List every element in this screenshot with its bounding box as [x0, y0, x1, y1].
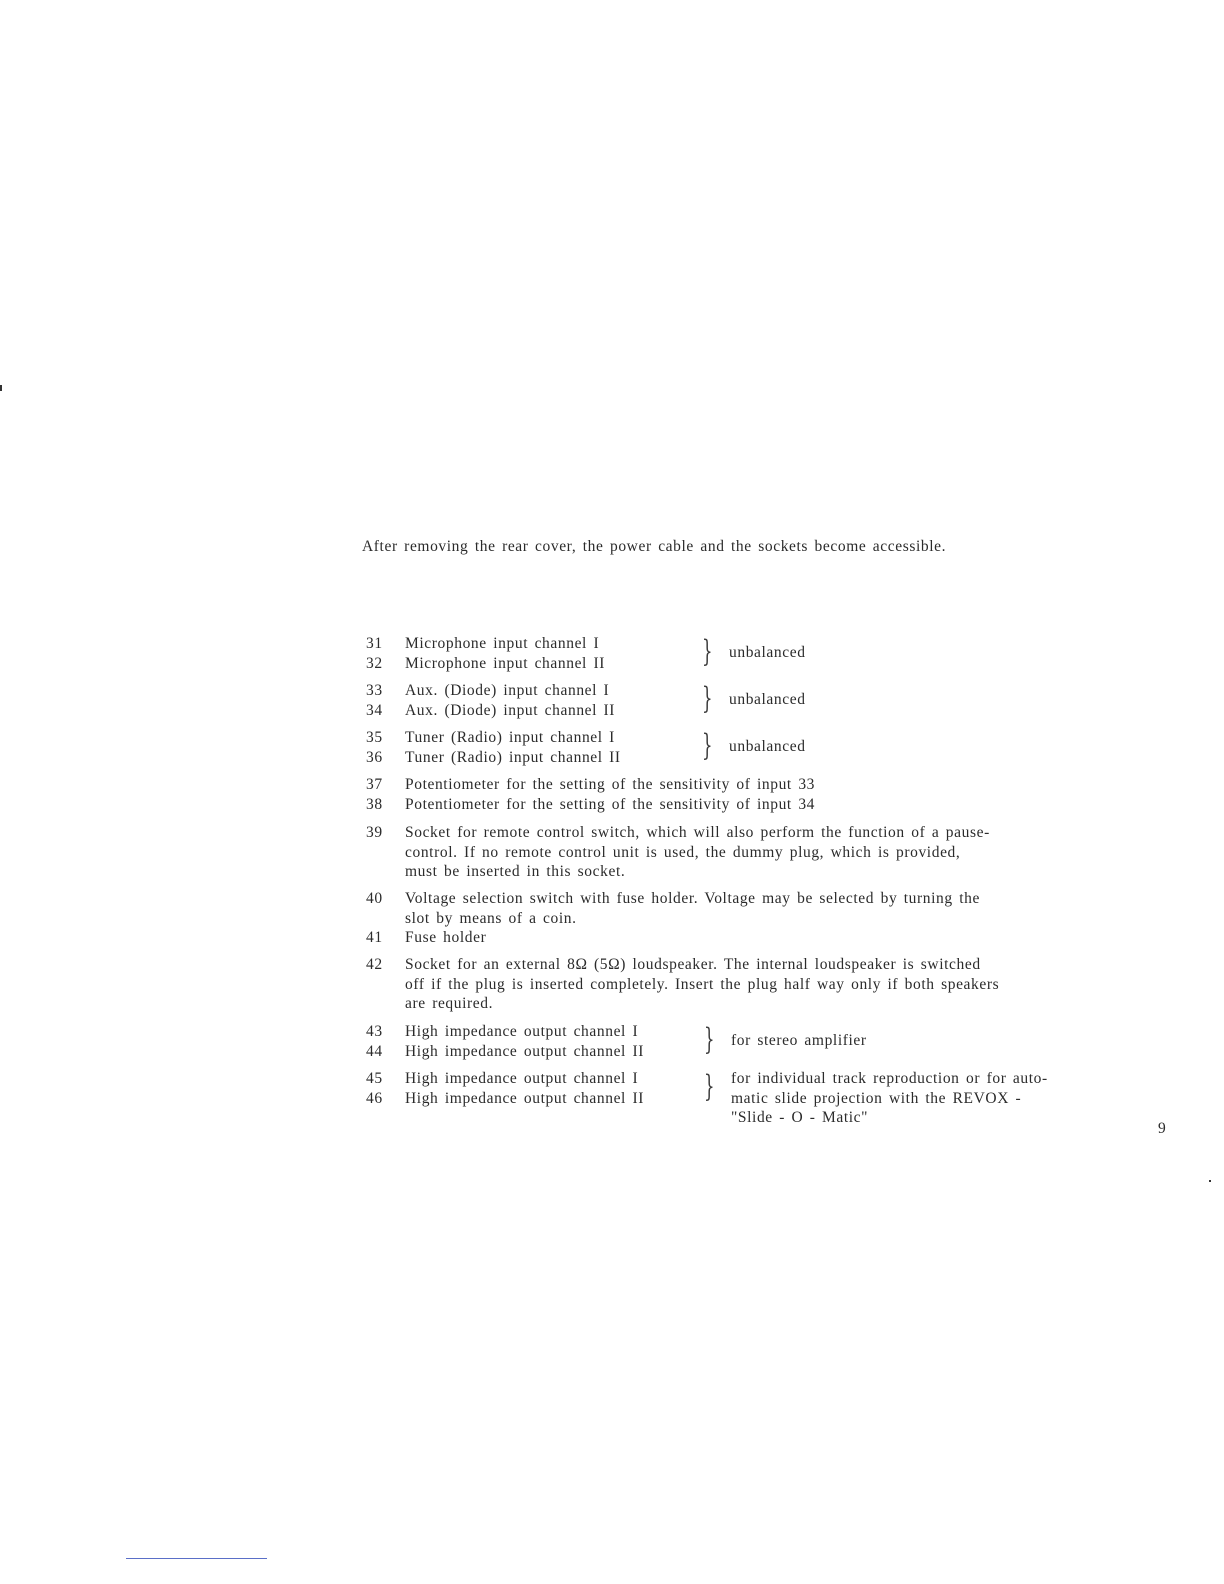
- item-text: are required.: [405, 995, 494, 1012]
- item-text: High impedance output channel II: [405, 1042, 644, 1060]
- item-text: off if the plug is inserted completely. Insert the plug half way only if both speakers: [405, 975, 1000, 993]
- item-text: Potentiometer for the setting of the sensitivity of input 34: [405, 795, 816, 813]
- page-number: 9: [1158, 1120, 1166, 1137]
- item-text: Fuse holder: [405, 929, 487, 946]
- item-text: Voltage selection switch with fuse holder. Voltage may be selected by turning the: [405, 890, 980, 907]
- item-number: 36: [366, 748, 383, 766]
- item-number: 38: [366, 795, 383, 813]
- note-line: "Slide - O - Matic": [731, 1109, 869, 1126]
- pair-note: unbalanced: [729, 691, 806, 708]
- intro-sentence: After removing the rear cover, the power cable and the sockets become accessible.: [362, 538, 947, 555]
- item-text: Aux. (Diode) input channel II: [405, 701, 616, 719]
- item-number: 35: [366, 729, 383, 746]
- pair-note: unbalanced: [729, 644, 806, 661]
- note-line: matic slide projection with the REVOX -: [731, 1089, 1022, 1107]
- item-number: 44: [366, 1042, 383, 1060]
- pair-note: for stereo amplifier: [731, 1032, 867, 1049]
- scan-speck: [1209, 1180, 1211, 1182]
- item-number: 40: [366, 890, 383, 907]
- item-number: 42: [366, 956, 383, 973]
- pair-note: unbalanced: [729, 738, 806, 755]
- item-text: High impedance output channel I: [405, 1023, 639, 1040]
- item-text: Potentiometer for the setting of the sensitivity of input 33: [405, 776, 816, 793]
- brace-glyph: }: [702, 728, 713, 763]
- brace-glyph: }: [704, 1022, 715, 1057]
- pair-note-multiline: [731, 1069, 1048, 1128]
- item-number: 46: [366, 1089, 383, 1107]
- note-line: for individual track reproduction or for auto-: [731, 1070, 1048, 1087]
- item-text: slot by means of a coin.: [405, 909, 577, 927]
- item-text: Socket for an external 8Ω (5Ω) loudspeaker. The internal loudspeaker is switched: [405, 956, 981, 973]
- brace-glyph: }: [704, 1069, 715, 1104]
- item-number: 33: [366, 682, 383, 699]
- item-text: Socket for remote control switch, which will also perform the function of a pause-: [405, 824, 990, 841]
- scan-speck: [0, 385, 2, 391]
- item-text: Tuner (Radio) input channel II: [405, 748, 621, 766]
- item-text: High impedance output channel II: [405, 1089, 644, 1107]
- item-number: 41: [366, 929, 383, 946]
- item-number: 43: [366, 1023, 383, 1040]
- item-text: High impedance output channel I: [405, 1070, 639, 1087]
- brace-glyph: }: [702, 681, 713, 716]
- item-text: Tuner (Radio) input channel I: [405, 729, 615, 746]
- item-number: 32: [366, 654, 383, 672]
- item-number: 39: [366, 824, 383, 841]
- item-number: 45: [366, 1070, 383, 1087]
- item-number: 31: [366, 635, 383, 652]
- item-number: 37: [366, 776, 383, 793]
- brace-glyph: }: [702, 634, 713, 669]
- item-text: Microphone input channel II: [405, 654, 605, 672]
- item-text: Microphone input channel I: [405, 635, 600, 652]
- footnote-rule: [126, 1558, 267, 1559]
- item-number: 34: [366, 701, 383, 719]
- item-text: control. If no remote control unit is used, the dummy plug, which is provided,: [405, 843, 961, 861]
- item-text: Aux. (Diode) input channel I: [405, 682, 610, 699]
- item-text: must be inserted in this socket.: [405, 863, 626, 880]
